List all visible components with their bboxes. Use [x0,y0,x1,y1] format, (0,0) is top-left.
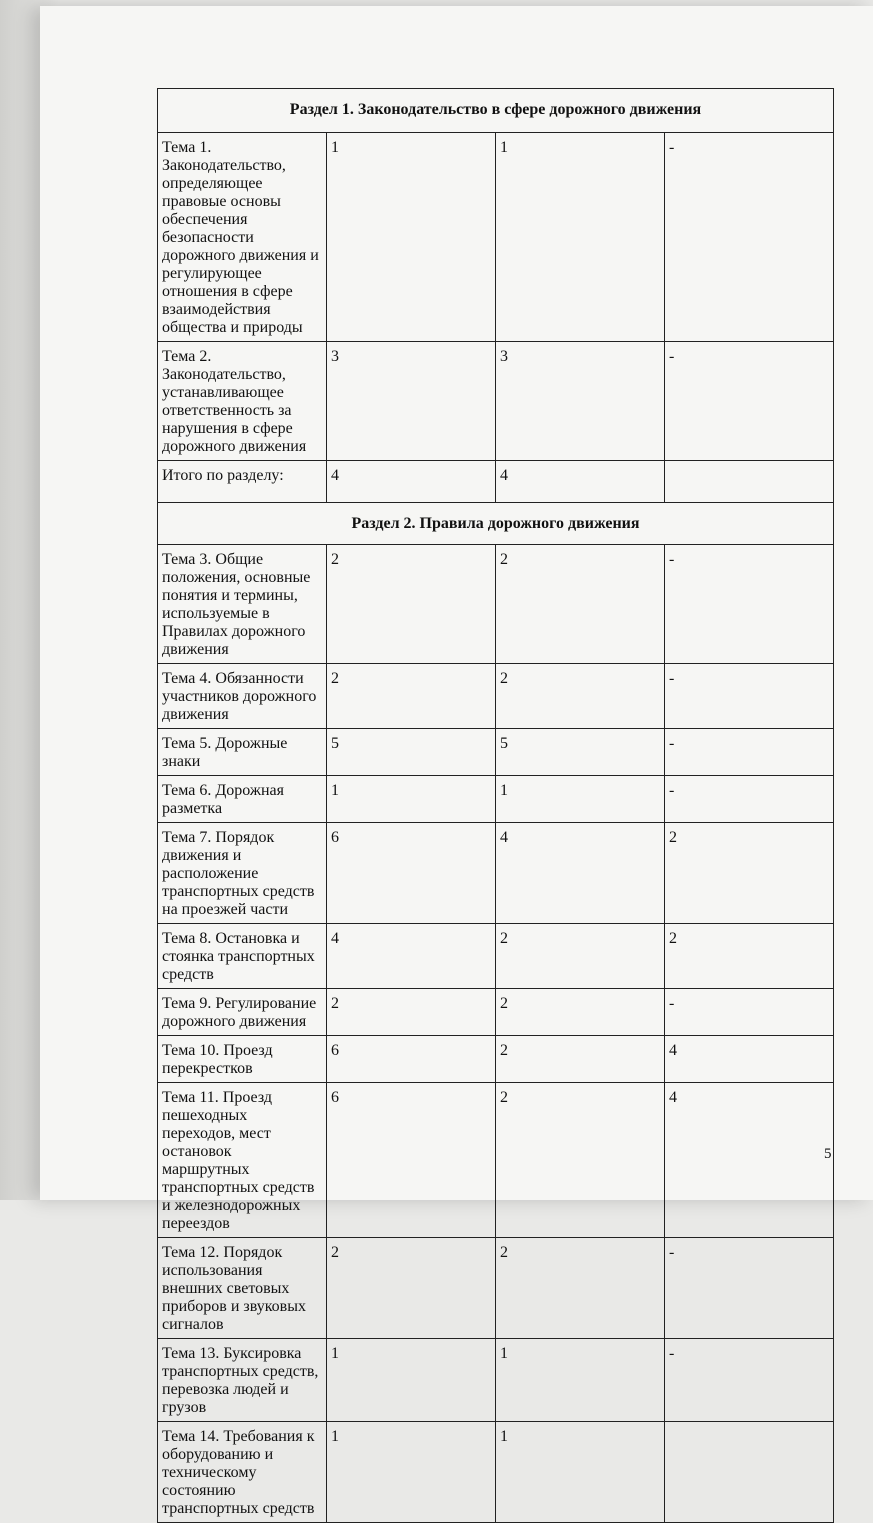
table-row [158,133,834,342]
practice-hours-cell: 4 [665,1036,834,1083]
practice-hours-cell: - [665,989,834,1036]
theory-hours-cell: 2 [496,1083,665,1238]
topic-cell: Тема 1. Законодательство, определяющее правовые основы обеспечения безопасности дорожного движения и регулирующее отношения в сфере взаимодействия общества и природы [158,133,327,342]
practice-hours-cell: - [665,664,834,729]
total-hours-cell: 1 [327,1422,496,1523]
theory-hours-cell: 2 [496,924,665,989]
total-hours-cell: 5 [327,729,496,776]
practice-hours-cell: - [665,1339,834,1422]
topic-cell: Тема 6. Дорожная разметка [158,776,327,823]
theory-hours-cell: 4 [496,461,665,503]
practice-hours-cell: 2 [665,924,834,989]
table-row [158,1083,834,1238]
theory-hours-cell: 4 [496,823,665,924]
total-hours-cell: 6 [327,1083,496,1238]
table-row [158,1036,834,1083]
theory-hours-cell: 2 [496,545,665,664]
table-row [158,461,834,503]
total-hours-cell: 3 [327,342,496,461]
practice-hours-cell: - [665,342,834,461]
practice-hours-cell: - [665,776,834,823]
theory-hours-cell: 2 [496,989,665,1036]
table-row [158,664,834,729]
practice-hours-cell: 2 [665,823,834,924]
theory-hours-cell: 2 [496,1238,665,1339]
table-row [158,729,834,776]
topic-cell: Тема 12. Порядок использования внешних световых приборов и звуковых сигналов [158,1238,327,1339]
page-number: 5 [824,1146,832,1162]
topic-cell: Тема 8. Остановка и стоянка транспортных средств [158,924,327,989]
topic-cell: Тема 4. Обязанности участников дорожного движения [158,664,327,729]
total-hours-cell: 2 [327,989,496,1036]
topic-cell: Тема 10. Проезд перекрестков [158,1036,327,1083]
curriculum-table [157,88,834,1523]
theory-hours-cell: 5 [496,729,665,776]
theory-hours-cell: 1 [496,1339,665,1422]
topic-cell: Тема 3. Общие положения, основные понятия и термины, используемые в Правилах дорожного движения [158,545,327,664]
theory-hours-cell: 1 [496,776,665,823]
total-hours-cell: 1 [327,133,496,342]
theory-hours-cell: 2 [496,664,665,729]
table-row [158,1339,834,1422]
practice-hours-cell [665,461,834,503]
topic-cell: Тема 9. Регулирование дорожного движения [158,989,327,1036]
practice-hours-cell: 4 [665,1083,834,1238]
topic-cell: Тема 7. Порядок движения и расположение транспортных средств на проезжей части [158,823,327,924]
table-row [158,989,834,1036]
section-header-row [158,503,834,545]
topic-cell: Тема 11. Проезд пешеходных переходов, мест остановок маршрутных транспортных средств и железнодорожных переездов [158,1083,327,1238]
total-hours-cell: 1 [327,1339,496,1422]
total-hours-cell: 4 [327,461,496,503]
practice-hours-cell [665,1422,834,1523]
table-row [158,1238,834,1339]
table-row [158,1422,834,1523]
theory-hours-cell: 1 [496,1422,665,1523]
theory-hours-cell: 1 [496,133,665,342]
total-hours-cell: 2 [327,664,496,729]
topic-cell: Тема 14. Требования к оборудованию и техническому состоянию транспортных средств [158,1422,327,1523]
total-hours-cell: 6 [327,823,496,924]
table-row [158,823,834,924]
theory-hours-cell: 3 [496,342,665,461]
total-hours-cell: 4 [327,924,496,989]
practice-hours-cell: - [665,545,834,664]
section-title: Раздел 2. Правила дорожного движения [158,503,834,545]
total-hours-cell: 6 [327,1036,496,1083]
table-row [158,776,834,823]
total-hours-cell: 1 [327,776,496,823]
topic-cell: Тема 13. Буксировка транспортных средств, перевозка людей и грузов [158,1339,327,1422]
topic-cell: Тема 2. Законодательство, устанавливающее ответственность за нарушения в сфере дорожного движения [158,342,327,461]
section-title: Раздел 1. Законодательство в сфере дорожного движения [158,89,834,133]
total-hours-cell: 2 [327,545,496,664]
total-hours-cell: 2 [327,1238,496,1339]
table-row [158,924,834,989]
section-header-row [158,89,834,133]
table-row [158,342,834,461]
topic-cell: Тема 5. Дорожные знаки [158,729,327,776]
practice-hours-cell: - [665,1238,834,1339]
table-row [158,545,834,664]
topic-cell: Итого по разделу: [158,461,327,503]
theory-hours-cell: 2 [496,1036,665,1083]
practice-hours-cell: - [665,729,834,776]
curriculum-table-body [158,89,834,1523]
practice-hours-cell: - [665,133,834,342]
